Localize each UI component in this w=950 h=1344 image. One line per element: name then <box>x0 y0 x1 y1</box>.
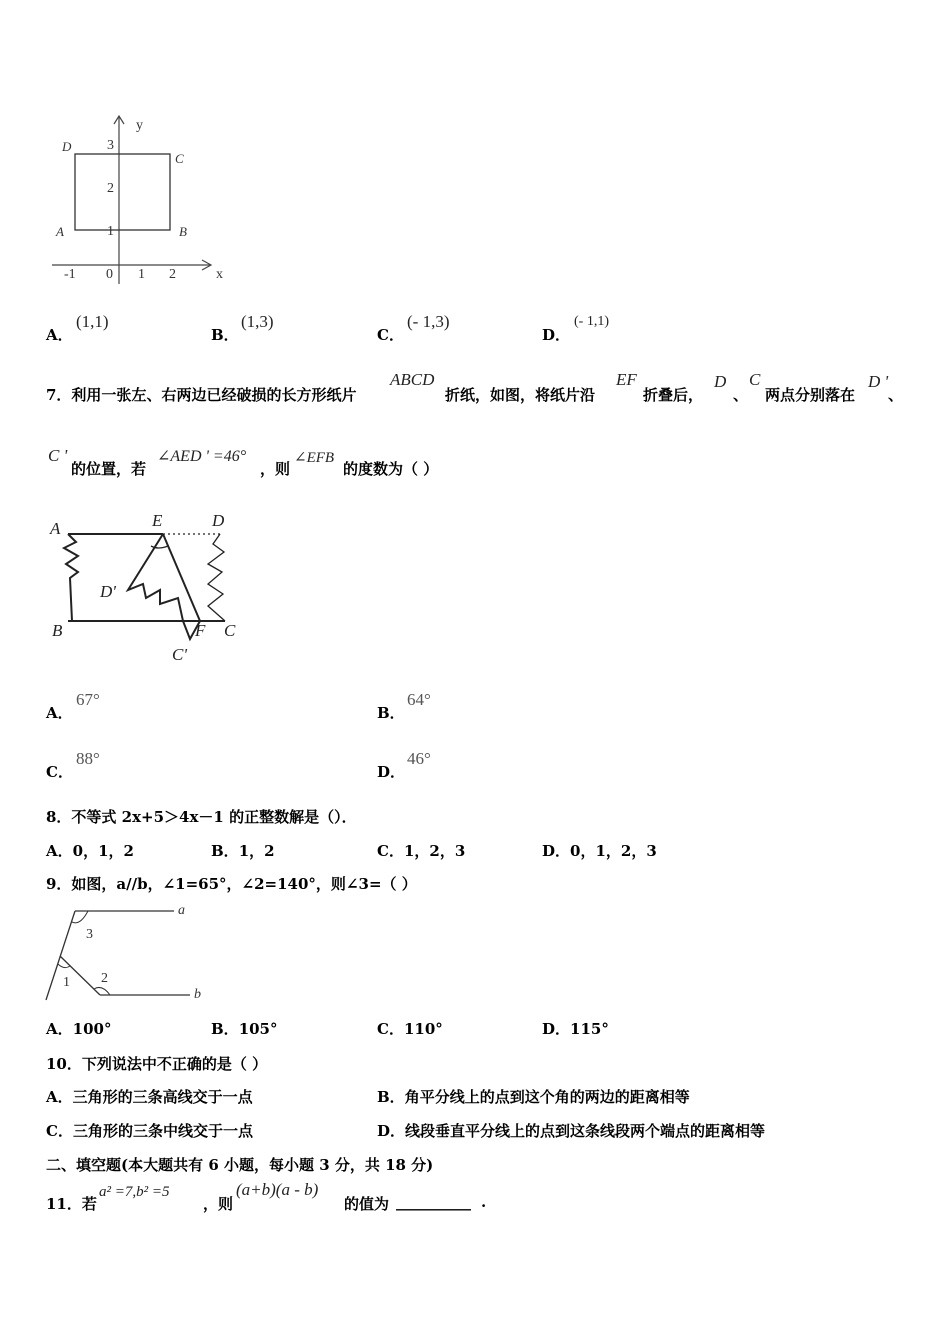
q6-option-c-label: C． <box>377 326 404 344</box>
q11-text-1: 11．若 <box>46 1195 97 1213</box>
q7-text-1: 7．利用一张左、右两边已经破损的长方形纸片 <box>46 386 357 404</box>
q10-option-b[interactable] <box>377 1086 690 1107</box>
q6-option-b-value: (1,3) <box>241 312 274 331</box>
q10-option-d-label: D． <box>377 1122 406 1140</box>
tick-x-neg1: -1 <box>64 267 76 282</box>
q7-text-3: 折叠后， <box>643 386 704 404</box>
q7-option-b-label: B． <box>377 704 405 722</box>
q6-option-c[interactable] <box>377 312 507 342</box>
q7-math-abcd: ABCD <box>390 370 435 389</box>
point-d-label: D <box>62 139 72 154</box>
q6-option-d-value: (- 1,1) <box>574 314 609 329</box>
transversal <box>46 911 75 1000</box>
tick-x-0: 0 <box>106 267 113 282</box>
q8-option-a[interactable] <box>46 840 134 861</box>
q11-answer-blank[interactable]: __________ <box>396 1193 471 1211</box>
tick-y-2: 2 <box>107 181 114 196</box>
q9-option-b-label: B． <box>211 1020 239 1038</box>
q10-option-d-value: 线段垂直平分线上的点到这条线段两个端点的距离相等 <box>405 1122 766 1140</box>
q11-text-3: 的值为 <box>344 1195 390 1213</box>
fold-line-ef <box>163 534 200 621</box>
q9-option-c-label: C． <box>377 1020 404 1038</box>
q11-math-condition: a² =7,b² =5 <box>99 1184 170 1200</box>
q10-option-c-label: C． <box>46 1122 73 1140</box>
q10-option-c[interactable] <box>46 1120 253 1141</box>
label-b: B <box>52 621 63 640</box>
q7-math-cprime: C ' <box>48 446 68 465</box>
q7-math-ef: EF <box>616 370 637 389</box>
q9-option-b-value: 105° <box>238 1020 278 1038</box>
q6-option-c-value: (- 1,3) <box>407 312 450 331</box>
point-a-label: A <box>56 224 64 239</box>
q7-stem-line2 <box>46 444 926 480</box>
tick-x-2: 2 <box>169 267 176 282</box>
q9-option-c[interactable] <box>377 1018 443 1039</box>
q6-option-a-label: A． <box>46 326 73 344</box>
q7-option-d[interactable] <box>377 749 577 779</box>
q11-math-expression: (a+b)(a - b) <box>236 1180 319 1199</box>
q9-option-c-value: 110° <box>403 1020 443 1038</box>
q11-text-4: . <box>481 1193 487 1211</box>
q8-option-d[interactable] <box>542 840 657 861</box>
q9-option-a[interactable] <box>46 1018 111 1039</box>
tick-y-3: 3 <box>107 138 114 153</box>
label-a: a <box>178 903 185 918</box>
q7-option-a-label: A． <box>46 704 73 722</box>
label-d: D <box>212 511 225 530</box>
q10-option-b-label: B． <box>377 1088 405 1106</box>
q7-text-4: 、 <box>733 386 749 404</box>
q8-option-a-label: A． <box>46 842 73 860</box>
q7-text-9: 的度数为（ ） <box>343 460 439 478</box>
q7-folding-figure <box>48 508 248 668</box>
q8-option-b-label: B． <box>211 842 239 860</box>
q11-text-2: ，则 <box>203 1195 234 1213</box>
q7-option-b[interactable] <box>377 690 577 720</box>
q6-option-a-value: (1,1) <box>76 312 109 331</box>
q7-option-b-value: 64° <box>407 690 431 709</box>
point-c-label: C <box>175 151 184 166</box>
q10-option-a-label: A． <box>46 1088 73 1106</box>
q8-option-c[interactable] <box>377 840 465 861</box>
folded-flap <box>128 534 200 639</box>
q6-coordinate-figure <box>50 112 235 284</box>
label-d-prime: D' <box>100 582 116 601</box>
q8-option-b[interactable] <box>211 840 275 861</box>
q10-option-a[interactable] <box>46 1086 253 1107</box>
q6-option-b[interactable] <box>211 312 341 342</box>
q7-option-c[interactable] <box>46 749 246 779</box>
q7-math-c: C <box>749 370 761 389</box>
q6-option-d-label: D． <box>542 326 571 344</box>
q9-option-a-value: 100° <box>72 1020 112 1038</box>
label-a: A <box>50 519 61 538</box>
q7-stem-line1 <box>46 370 926 406</box>
q7-text-6: 、 <box>888 386 904 404</box>
label-e: E <box>152 511 163 530</box>
q7-option-c-value: 88° <box>76 749 100 768</box>
q9-option-d-value: 115° <box>570 1020 609 1038</box>
q7-math-angle-efb: ∠EFB <box>294 450 335 466</box>
q6-option-a[interactable] <box>46 312 176 342</box>
point-b-label: B <box>179 224 187 239</box>
label-2: 2 <box>101 971 108 986</box>
q7-math-dprime: D ' <box>868 372 889 391</box>
q11-stem <box>46 1180 746 1216</box>
q9-option-d[interactable] <box>542 1018 609 1039</box>
q7-text-5: 两点分别落在 <box>765 386 856 404</box>
q10-stem: 10．下列说法中不正确的是（ ） <box>46 1055 268 1073</box>
q9-parallel-lines-figure <box>42 900 212 1005</box>
q7-option-a[interactable] <box>46 690 246 720</box>
q8-option-d-value: 0，1，2，3 <box>570 842 657 860</box>
label-1: 1 <box>63 975 70 990</box>
q10-option-d[interactable] <box>377 1120 765 1141</box>
q7-math-angle-aed: ∠AED ' =46° <box>157 448 247 465</box>
q7-option-c-label: C． <box>46 763 73 781</box>
y-axis-label: y <box>136 118 143 133</box>
q10-option-b-value: 角平分线上的点到这个角的两边的距离相等 <box>404 1088 690 1106</box>
torn-edge-right <box>208 534 225 621</box>
q9-option-b[interactable] <box>211 1018 278 1039</box>
q10-option-c-value: 三角形的三条中线交于一点 <box>72 1122 253 1140</box>
q10-option-a-value: 三角形的三条高线交于一点 <box>72 1088 253 1106</box>
tick-y-1: 1 <box>107 224 114 239</box>
label-c: C <box>224 621 236 640</box>
q8-option-c-value: 1，2，3 <box>403 842 466 860</box>
q7-option-d-label: D． <box>377 763 406 781</box>
section-heading: 二、填空题(本大题共有 6 小题，每小题 3 分，共 18 分) <box>46 1156 434 1174</box>
torn-edge-left <box>64 534 78 621</box>
q7-math-d: D <box>714 372 727 391</box>
angle-arc-e <box>151 546 168 548</box>
q8-option-d-label: D． <box>542 842 571 860</box>
label-f: F <box>195 621 206 640</box>
q8-option-b-value: 1，2 <box>238 842 275 860</box>
q7-option-d-value: 46° <box>407 749 431 768</box>
q6-option-d[interactable] <box>542 312 672 342</box>
tick-x-1: 1 <box>138 267 145 282</box>
label-b: b <box>194 987 201 1002</box>
x-axis-label: x <box>216 267 223 282</box>
q8-stem: 8．不等式 2x+5＞4x－1 的正整数解是（）． <box>46 808 357 826</box>
q7-text-2: 折纸，如图，将纸片沿 <box>445 386 596 404</box>
q9-option-d-label: D． <box>542 1020 571 1038</box>
label-c-prime: C' <box>172 645 187 664</box>
q6-option-b-label: B． <box>211 326 239 344</box>
q9-option-a-label: A． <box>46 1020 73 1038</box>
q7-text-8: ，则 <box>260 460 291 478</box>
q9-stem: 9．如图，a//b，∠1=65°，∠2=140°，则∠3=（ ） <box>46 875 417 893</box>
label-3: 3 <box>86 927 93 942</box>
q8-option-a-value: 0，1，2 <box>72 842 134 860</box>
q7-text-7: 的位置，若 <box>71 460 147 478</box>
q8-option-c-label: C． <box>377 842 404 860</box>
q7-option-a-value: 67° <box>76 690 100 709</box>
rectangle-abcd <box>75 154 170 230</box>
